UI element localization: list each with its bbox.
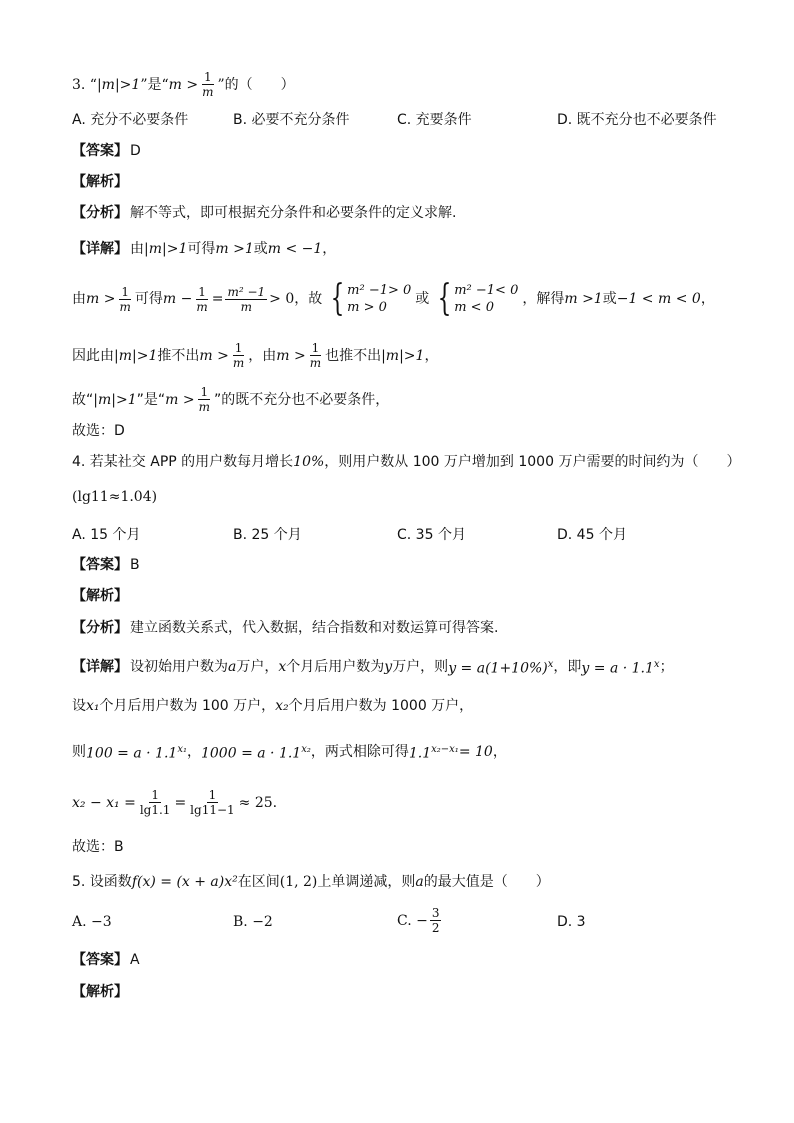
fraction — [225, 285, 267, 314]
q3-answer — [72, 141, 141, 161]
text: ，解得 — [522, 291, 565, 307]
text: 设初始用户数为 — [130, 658, 228, 675]
text: 由 — [130, 241, 144, 257]
q5-option-c — [397, 906, 443, 935]
q4-option-d: D. 45 个月 — [557, 527, 627, 543]
text: 推不出 — [157, 347, 200, 364]
answer-tag: 【答案】 — [72, 143, 128, 159]
q3-detail-line-1 — [72, 239, 336, 259]
math: m >1 — [564, 291, 603, 307]
inequality-system — [433, 278, 519, 319]
q3-stem-text: 3. “ — [72, 76, 97, 93]
math: a — [228, 658, 237, 675]
q4-option-b: B. 25 个月 — [233, 527, 302, 543]
text: ； — [659, 658, 674, 675]
math: 1000 = a · 1.1 — [200, 745, 302, 762]
text: 5. 设函数 — [72, 874, 132, 890]
math: ≈ 25 — [238, 794, 273, 811]
text: 在区间 — [237, 874, 280, 890]
text: ， — [700, 291, 715, 307]
text: ，则用户数从 100 万户增加到 1000 万户需要的时间约为（ ） — [324, 454, 741, 470]
fraction-numerator: 1 — [208, 788, 217, 802]
xiangjie-tag: 【详解】 — [72, 658, 128, 675]
q4-detail-line-4 — [72, 788, 277, 817]
text: 个月后用户数为 1000 万户， — [288, 698, 474, 714]
q5-option-b: B. −2 — [233, 914, 273, 930]
text: 4. 若某社交 APP 的用户数每月增长 — [72, 454, 294, 470]
fraction-denominator: m — [240, 299, 252, 314]
q4-option-c: C. 35 个月 — [397, 527, 466, 543]
math: 1.1 — [408, 745, 432, 762]
math: y = a · 1.1 — [581, 660, 654, 677]
math: 100 = a · 1.1 — [86, 745, 178, 762]
q3-detail-line-4 — [72, 385, 389, 414]
text: C. − — [397, 912, 428, 929]
text: 个月后用户数为 100 万户， — [99, 698, 276, 714]
text: 故“ — [72, 391, 94, 408]
math: |m|>1 — [144, 241, 188, 257]
math: m < 0 — [454, 300, 494, 315]
math: x₂ — [275, 698, 289, 714]
q4-stem — [72, 452, 740, 472]
math: = 10 — [458, 743, 493, 760]
math: x — [278, 658, 287, 675]
math: m > — [199, 347, 229, 364]
fraction-denominator: m — [196, 299, 208, 314]
q3-detail-line-3 — [72, 341, 438, 370]
fraction — [197, 385, 212, 414]
answer-tag: 【答案】 — [72, 557, 128, 573]
math: m² −1< 0 — [454, 283, 519, 298]
math: |m|>1 — [381, 347, 425, 364]
fraction-numerator: 1 — [204, 70, 212, 84]
brace-icon: { — [330, 278, 345, 319]
fraction-denominator: lg11−1 — [190, 803, 235, 817]
fraction-numerator: 1 — [311, 341, 320, 355]
q4-hint: (lg11≈1.04) — [72, 489, 158, 505]
q5-option-d: D. 3 — [557, 914, 586, 930]
q3-stem — [72, 70, 295, 99]
text: 上单调递减，则 — [317, 874, 416, 890]
math — [581, 655, 659, 679]
jiexi-tag: 【解析】 — [72, 984, 128, 1000]
math: −1 < m < 0 — [616, 291, 701, 307]
math: |m|>1 — [114, 347, 158, 364]
q3-option-a: A. 充分不必要条件 — [72, 112, 189, 128]
text: 个月后用户数为 — [286, 658, 385, 675]
text: ”的既不充分也不必要条件， — [214, 391, 390, 408]
fraction-denominator: lg1.1 — [139, 803, 171, 817]
text: 或 — [415, 291, 430, 307]
q3-fraction — [200, 70, 215, 99]
text: ，两式相除可得 — [310, 743, 409, 760]
math: = — [211, 291, 224, 307]
text: 则 — [72, 743, 86, 760]
fraction — [231, 341, 246, 370]
fraction — [194, 285, 209, 314]
superscript: x₂ — [301, 744, 311, 755]
math: m > — [165, 391, 195, 408]
math: m >1 — [215, 241, 254, 257]
jiexi-tag: 【解析】 — [72, 588, 128, 604]
fraction — [188, 788, 236, 817]
math — [409, 740, 459, 764]
q4-option-a: A. 15 个月 — [72, 527, 141, 543]
math: = — [174, 794, 187, 811]
fraction — [308, 341, 323, 370]
q5-jiexi — [72, 982, 130, 1002]
math: a — [415, 874, 424, 890]
fenxi-tag: 【分析】 — [72, 620, 128, 636]
text: 或 — [253, 241, 268, 257]
math: f(x) = (x + a)x² — [131, 874, 238, 890]
math: y — [384, 658, 393, 675]
q5-stem — [72, 872, 550, 892]
math: m > — [86, 291, 116, 307]
q5-option-a: A. −3 — [72, 914, 112, 930]
q4-fenxi — [72, 618, 498, 638]
math: 10% — [293, 454, 325, 470]
fraction-denominator: m — [232, 356, 245, 370]
q4-jiexi — [72, 586, 130, 606]
text: 的最大值是（ ） — [423, 874, 550, 890]
superscript: x — [653, 659, 660, 670]
math: |m|>1 — [93, 391, 137, 408]
fraction — [117, 285, 132, 314]
text: 设 — [72, 698, 86, 714]
text: 万户，则 — [392, 658, 449, 675]
fraction-numerator: 3 — [431, 906, 440, 920]
math: x₂ − x₁ = — [72, 794, 136, 811]
math: > 0 — [269, 291, 295, 307]
fraction-numerator: 1 — [200, 385, 209, 399]
text: ， — [322, 241, 337, 257]
q3-fenxi — [72, 203, 456, 223]
fraction-denominator: m — [309, 356, 322, 370]
math: x₁ — [86, 698, 100, 714]
fraction-numerator: 1 — [234, 341, 243, 355]
text: 也推不出 — [325, 347, 382, 364]
answer-value: B — [130, 557, 140, 573]
text: ， — [186, 743, 201, 760]
answer-value: D — [130, 143, 141, 159]
fenxi-tag: 【分析】 — [72, 205, 128, 221]
q4-detail-line-3 — [72, 740, 507, 764]
text: 可得 — [134, 291, 163, 307]
fraction-denominator: 2 — [431, 921, 440, 935]
superscript: x₂−x₁ — [431, 744, 459, 755]
q4-detail-line-2 — [72, 696, 473, 716]
q3-math: |m|>1 — [96, 76, 141, 93]
text: 由 — [72, 291, 86, 307]
fraction-numerator: 1 — [121, 284, 129, 299]
math: m − — [162, 291, 193, 307]
answer-tag: 【答案】 — [72, 952, 128, 968]
text: ，故 — [294, 291, 323, 307]
math — [448, 655, 553, 679]
q3-option-b: B. 必要不充分条件 — [233, 112, 350, 128]
q4-answer — [72, 555, 140, 575]
q3-option-c: C. 充要条件 — [397, 112, 472, 128]
text: 因此由 — [72, 347, 114, 364]
text: 或 — [602, 291, 617, 307]
fraction — [430, 906, 442, 935]
text: ， — [424, 347, 439, 364]
xiangjie-tag: 【详解】 — [72, 241, 128, 257]
math: m > 0 — [347, 300, 387, 315]
fraction-numerator: 1 — [151, 788, 159, 802]
q3-jiexi — [72, 172, 130, 192]
math — [201, 740, 311, 764]
brace-icon: { — [437, 278, 452, 319]
jiexi-tag: 【解析】 — [72, 174, 128, 190]
fenxi-text: 建立函数关系式，代入数据，结合指数和对数运算可得答案. — [130, 620, 499, 636]
answer-value: A — [130, 952, 140, 968]
inequality-system — [326, 278, 412, 319]
fraction-numerator: m² −1 — [227, 284, 266, 299]
fenxi-text: 解不等式，即可根据充分条件和必要条件的定义求解. — [130, 205, 457, 221]
text: ， — [492, 743, 507, 760]
math: m² −1> 0 — [347, 283, 412, 298]
text: 可得 — [187, 241, 216, 257]
q3-stem-text: ”是“ — [140, 76, 169, 93]
fraction-denominator: m — [198, 400, 210, 414]
q5-answer — [72, 950, 140, 970]
q3-detail-line-2 — [72, 278, 715, 319]
q4-detail-line-1 — [72, 655, 674, 679]
q3-option-d: D. 既不充分也不必要条件 — [557, 112, 717, 128]
math: m > — [276, 347, 306, 364]
fraction-numerator: 1 — [198, 284, 206, 299]
text: ，由 — [248, 347, 277, 364]
q3-choice: 故选：D — [72, 423, 125, 439]
math: (1, 2) — [279, 874, 318, 890]
math — [86, 740, 187, 764]
fraction-denominator: m — [202, 85, 214, 99]
math: m < −1 — [267, 241, 323, 257]
fraction-denominator: m — [119, 299, 131, 314]
math: . — [272, 794, 278, 811]
fraction — [138, 788, 173, 817]
math: y = a(1+10%) — [448, 660, 548, 677]
text: ”是“ — [136, 391, 166, 408]
q3-stem-text: ”的（ ） — [217, 76, 295, 93]
text: ，即 — [553, 658, 582, 675]
superscript: x₁ — [177, 744, 187, 755]
text: 万户， — [236, 658, 279, 675]
q3-math: m > — [168, 76, 199, 93]
q4-choice: 故选：B — [72, 839, 124, 855]
superscript: x — [547, 659, 554, 670]
